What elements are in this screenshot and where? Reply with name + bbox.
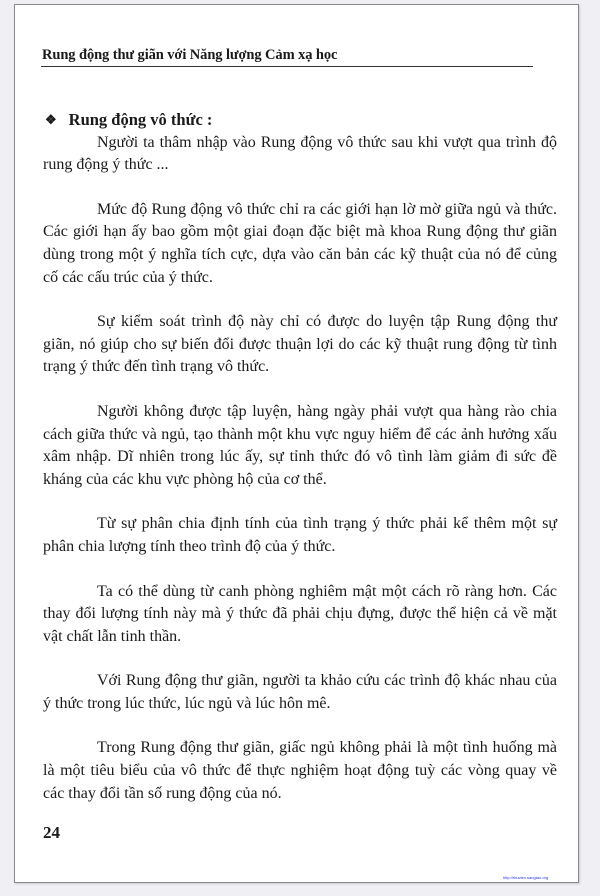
paragraph: Mức độ Rung động vô thức chỉ ra các giới hạn lờ mờ giữa ngủ và thức. Các giới hạn ấy bao gồm một giai đoạn đặc biệt mà khoa Rung động thư giãn dùng trong một ý nghĩa tích cực, dựa vào căn bản các kỹ thuật của nó để củng cố các cấu trúc của ý thức. [43, 200, 557, 286]
paragraph: Với Rung động thư giãn, người ta khảo cứu các trình độ khác nhau của ý thức trong lúc thức, lúc ngủ và lúc hôn mê. [43, 672, 557, 712]
header-rule [41, 66, 533, 67]
diamond-bullet-icon: ❖ [45, 112, 57, 127]
page-content [43, 109, 557, 805]
paragraph: Người ta thâm nhập vào Rung động vô thức sau khi vượt qua trình độ rung động ý thức ... [43, 133, 557, 174]
paragraph: Người không được tập luyện, hàng ngày phải vượt qua hàng rào chia cách giữa thức và ngủ, tạo thành một khu vực nguy hiểm để các ảnh hưởng xấu xâm nhập. Dĩ nhiên trong lúc ấy, sự tỉnh thức đó vô tình làm giảm đi sức đề kháng của các khu vực phòng hộ của cơ thể. [43, 402, 557, 488]
section-heading-text: Rung động vô thức : [68, 110, 213, 129]
document-page [14, 4, 579, 883]
page-number: 24 [43, 823, 60, 842]
running-header: Rung động thư giãn với Năng lượng Cảm xạ học [42, 47, 338, 63]
paragraph: Từ sự phân chia định tính của tình trạng ý thức phải kể thêm một sự phân chia lượng tính theo trình độ của ý thức. [43, 515, 557, 555]
paragraph: Trong Rung động thư giãn, giấc ngủ không phải là một tình huống mà là một tiêu biểu của vô thức để thực nghiệm hoạt động tuỳ các vòng quay về các thay đổi tần số rung động của nó. [43, 739, 557, 802]
paragraph: Ta có thể dùng từ canh phòng nghiêm mật một cách rõ ràng hơn. Các thay đổi lượng tính này mà ý thức đã phải chịu đựng, được thể hiện cả về mặt vật chất lẫn tinh thần. [43, 582, 557, 645]
paragraph: Sự kiểm soát trình độ này chỉ có được do luyện tập Rung động thư giãn, nó giúp cho sự biến đổi được thuận lợi do các kỹ thuật rung động từ tình trạng ý thức đến tình trạng vô thức. [43, 313, 557, 376]
source-link[interactable]: http://thuvien.sangtao.org [503, 875, 549, 880]
section-heading [43, 109, 557, 132]
